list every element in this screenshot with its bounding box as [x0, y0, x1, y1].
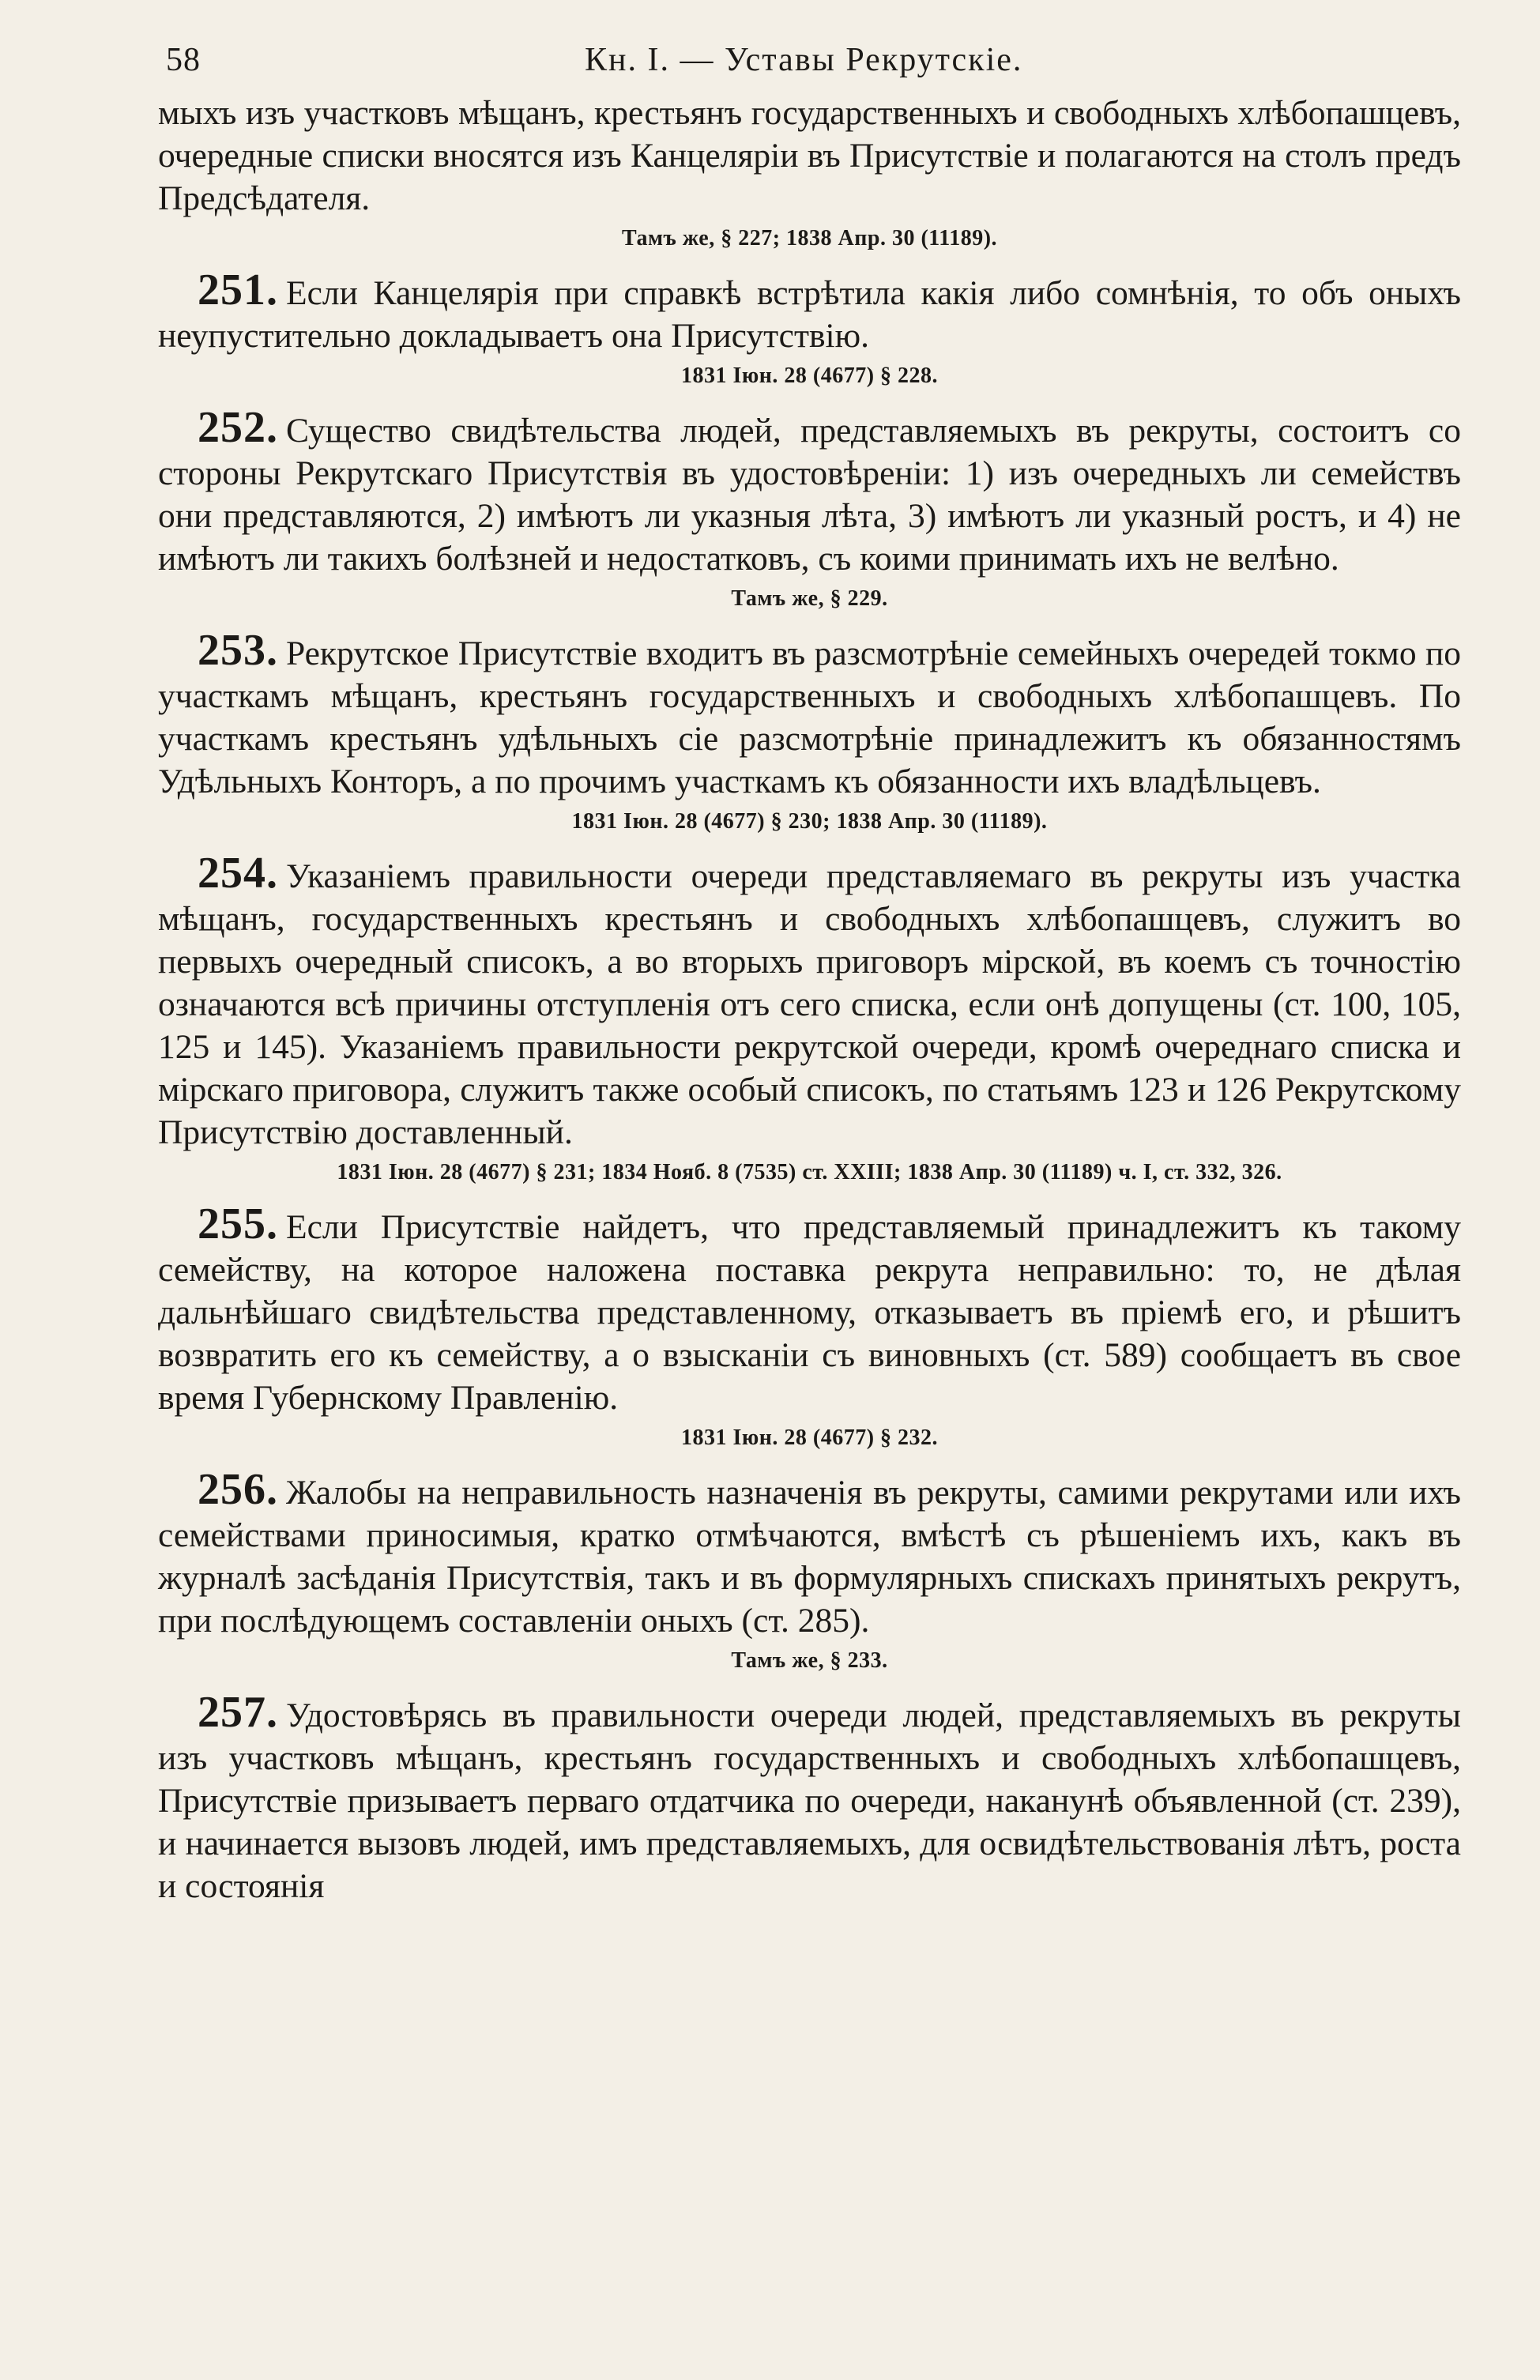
paragraph-number: 256.	[198, 1465, 278, 1514]
paragraph-number: 253.	[198, 626, 278, 675]
paragraph-255	[158, 1199, 1461, 1454]
paragraph-body	[158, 626, 1461, 803]
paragraph-number: 255.	[198, 1199, 278, 1248]
paragraph-text: Если Канцелярiя при справкѣ встрѣтила какiя либо сомнѣнiя, то объ оныхъ неупустительно докладываетъ она Присутствiю.	[158, 274, 1461, 355]
paragraph-body	[158, 403, 1461, 580]
page-header	[158, 41, 1461, 92]
paragraph-text: Существо свидѣтельства людей, представляемыхъ въ рекруты, состоитъ со стороны Рекрутскаго Присутствiя въ удостовѣренiи: 1) изъ очередныхъ ли семействъ они представляются, 2) имѣютъ ли указныя лѣта, 3) имѣютъ ли указный ростъ, и 4) не имѣютъ ли такихъ болѣзней и недостатковъ, съ коими принимать ихъ не велѣно.	[158, 412, 1461, 578]
page-number: 58	[166, 42, 201, 78]
paragraph-254	[158, 849, 1461, 1188]
paragraph-number: 257.	[198, 1688, 278, 1737]
paragraph-text: Если Присутствiе найдетъ, что представляемый принадлежитъ къ такому семейству, на которое наложена поставка рекрута неправильно: то, не дѣлая дальнѣйшаго свидѣтельства представленному, отказываетъ въ прiемѣ его, и рѣшитъ возвратить его къ семейству, а о взысканiи съ виновныхъ (ст. 589) сообщаетъ въ свое время Губернскому Правленiю.	[158, 1208, 1461, 1417]
source-citation: 1831 Iюн. 28 (4677) § 228.	[680, 363, 939, 388]
source-citation: 1831 Iюн. 28 (4677) § 230; 1838 Апр. 30 (11189).	[571, 809, 1048, 834]
paragraph-body	[158, 1465, 1461, 1642]
paragraph-252	[158, 403, 1461, 615]
paragraph-text: Жалобы на неправильность назначенiя въ рекруты, самими рекрутами или ихъ семействами приносимыя, кратко отмѣчаются, вмѣстѣ съ рѣшенiемъ ихъ, какъ въ журналѣ засѣданiя Присутствiя, такъ и въ формулярныхъ спискахъ принятыхъ рекрутъ, при послѣдующемъ составленiи оныхъ (ст. 285).	[158, 1474, 1461, 1640]
paragraph-253	[158, 626, 1461, 838]
paragraph-text: Рекрутское Присутствiе входитъ въ разсмотрѣнiе семейныхъ очередей токмо по участкамъ мѣщанъ, крестьянъ государственныхъ и свободныхъ хлѣбопашцевъ. По участкамъ крестьянъ удѣльныхъ сiе разсмотрѣнiе принадлежитъ къ обязанностямъ Удѣльныхъ Конторъ, а по прочимъ участкамъ къ обязанности ихъ владѣльцевъ.	[158, 635, 1461, 800]
body-text	[158, 92, 1461, 1907]
paragraph-257	[158, 1688, 1461, 1907]
paragraph-text: мыхъ изъ участковъ мѣщанъ, крестьянъ государственныхъ и свободныхъ хлѣбопашцевъ, очередные списки вносятся изъ Канцелярiи въ Присутствiе и полагаются на столъ предъ Предсѣдателя.	[158, 94, 1461, 217]
paragraph-text: Удостовѣрясь въ правильности очереди людей, представляемыхъ въ рекруты изъ участковъ мѣщанъ, крестьянъ государственныхъ и свободныхъ хлѣбопашцевъ, Присутствiе призываетъ перваго отдатчика по очереди, наканунѣ объявленной (ст. 239), и начинается вызовъ людей, имъ представляемыхъ, для освидѣтельствованiя лѣтъ, роста и состоянiя	[158, 1697, 1461, 1905]
paragraph-continued	[158, 92, 1461, 254]
paragraph-body	[158, 849, 1461, 1154]
source-citation: 1831 Iюн. 28 (4677) § 231; 1834 Нояб. 8 (7535) ст. XXIII; 1838 Апр. 30 (11189) ч. I, ст. 332, 326.	[337, 1160, 1282, 1184]
running-head: Кн. I. — Уставы Рекрутскiе.	[585, 42, 1023, 78]
paragraph-251	[158, 265, 1461, 392]
source-citation: 1831 Iюн. 28 (4677) § 232.	[680, 1425, 939, 1450]
paragraph-body	[158, 1199, 1461, 1419]
paragraph-256	[158, 1465, 1461, 1677]
source-citation: Тамъ же, § 227; 1838 Апр. 30 (11189).	[621, 226, 998, 250]
source-citation: Тамъ же, § 233.	[731, 1648, 888, 1673]
paragraph-number: 251.	[198, 265, 278, 314]
paragraph-number: 252.	[198, 403, 278, 452]
paragraph-body	[158, 265, 1461, 357]
source-citation: Тамъ же, § 229.	[731, 586, 888, 611]
paragraph-text: Указанiемъ правильности очереди представляемаго въ рекруты изъ участка мѣщанъ, государственныхъ крестьянъ и свободныхъ хлѣбопашцевъ, служитъ во первыхъ очередный списокъ, а во вторыхъ приговоръ мiрской, въ коемъ съ точностiю означаются всѣ причины отступленiя отъ сего списка, если онѣ допущены (ст. 100, 105, 125 и 145). Указанiемъ правильности рекрутской очереди, кромѣ очереднаго списка и мiрскаго приговора, служитъ также особый списокъ, по статьямъ 123 и 126 Рекрутскому Присутствiю доставленный.	[158, 857, 1461, 1151]
paragraph-number: 254.	[198, 849, 278, 898]
paragraph-body	[158, 1688, 1461, 1907]
